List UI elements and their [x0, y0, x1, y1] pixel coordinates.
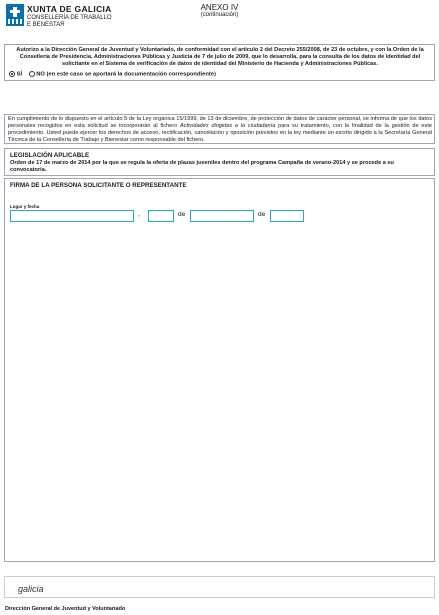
privacy-section [4, 114, 435, 144]
yes-label: SÍ [16, 71, 23, 78]
org-name: XUNTA DE GALICIA [27, 4, 112, 14]
yes-radio[interactable] [9, 71, 15, 77]
authorization-options [9, 71, 216, 78]
signature-heading: FIRMA DE LA PERSONA SOLICITANTE O REPRESENTANTE [10, 182, 187, 189]
legislation-heading: LEGISLACIÓN APLICABLE [10, 152, 90, 159]
de-separator-2: de [258, 211, 266, 218]
privacy-text: En cumplimiento de lo dispuesto en el artículo 5 de la Ley orgánica 15/1999, de 13 de diciembre, de protección de datos de carácter personal, se informa de que los datos personales recogidos en esta solicitud se incorporarán al fichero Actividades dirigidas a la ciudadanía para su tratamiento, con la finalidad de la gestión de este procedimiento. Usted puede ejercer los derechos de acceso, rectificación, cancelación y oposición previstos en la ley mediante un escrito dirigido a la Secretaría General Técnica de la Consellería de Trabajo y Bienestar como responsable del fichero. [8, 116, 432, 143]
comma-separator: , [138, 211, 140, 218]
authorization-section [4, 44, 435, 81]
galicia-brand-logo: galicia [18, 584, 44, 594]
year-input[interactable] [270, 210, 304, 222]
department-name: CONSELLERÍA DE TRABALLO E BENESTAR [27, 15, 112, 28]
footer-directorate: Dirección General de Juventud y Voluntariado [5, 606, 126, 612]
footer-logo-box [4, 576, 435, 598]
day-input[interactable] [148, 210, 174, 222]
legislation-section [4, 148, 435, 176]
month-input[interactable] [190, 210, 254, 222]
place-input[interactable] [10, 210, 134, 222]
place-date-label: Lugar y fecha [10, 204, 40, 209]
legislation-text: Orden de 17 de marzo de 2014 por la que se regula la oferta de plazas juveniles dentro del programa Campaña de verano-2014 y se procede a su convocatoria. [10, 160, 394, 173]
signature-section [4, 178, 435, 562]
no-label: NO (en este caso se aportará la documentación correspondiente) [36, 71, 216, 78]
authorization-text: Autorizo a la Dirección General de Juventud y Voluntariado, de conformidad con el artículo 2 del Decreto 255/2008, de 23 de octubre, y con la Orden de la Consellería de Presidencia, Administraciones Públicas y Justicia de 7 de julio de 2009, que lo desarrolla, para la consulta de los datos de identidad del solicitante en el Sistema de verificación de datos de identidad del Ministerio de Hacienda y Administraciones Públicas. [16, 47, 424, 67]
de-separator-1: de [178, 211, 186, 218]
annex-subtitle: (continuación) [200, 12, 239, 18]
no-radio[interactable] [29, 71, 35, 77]
annex-title: ANEXO IV [200, 3, 239, 12]
privacy-file-name: Actividades dirigidas a la ciudadanía [179, 122, 276, 129]
